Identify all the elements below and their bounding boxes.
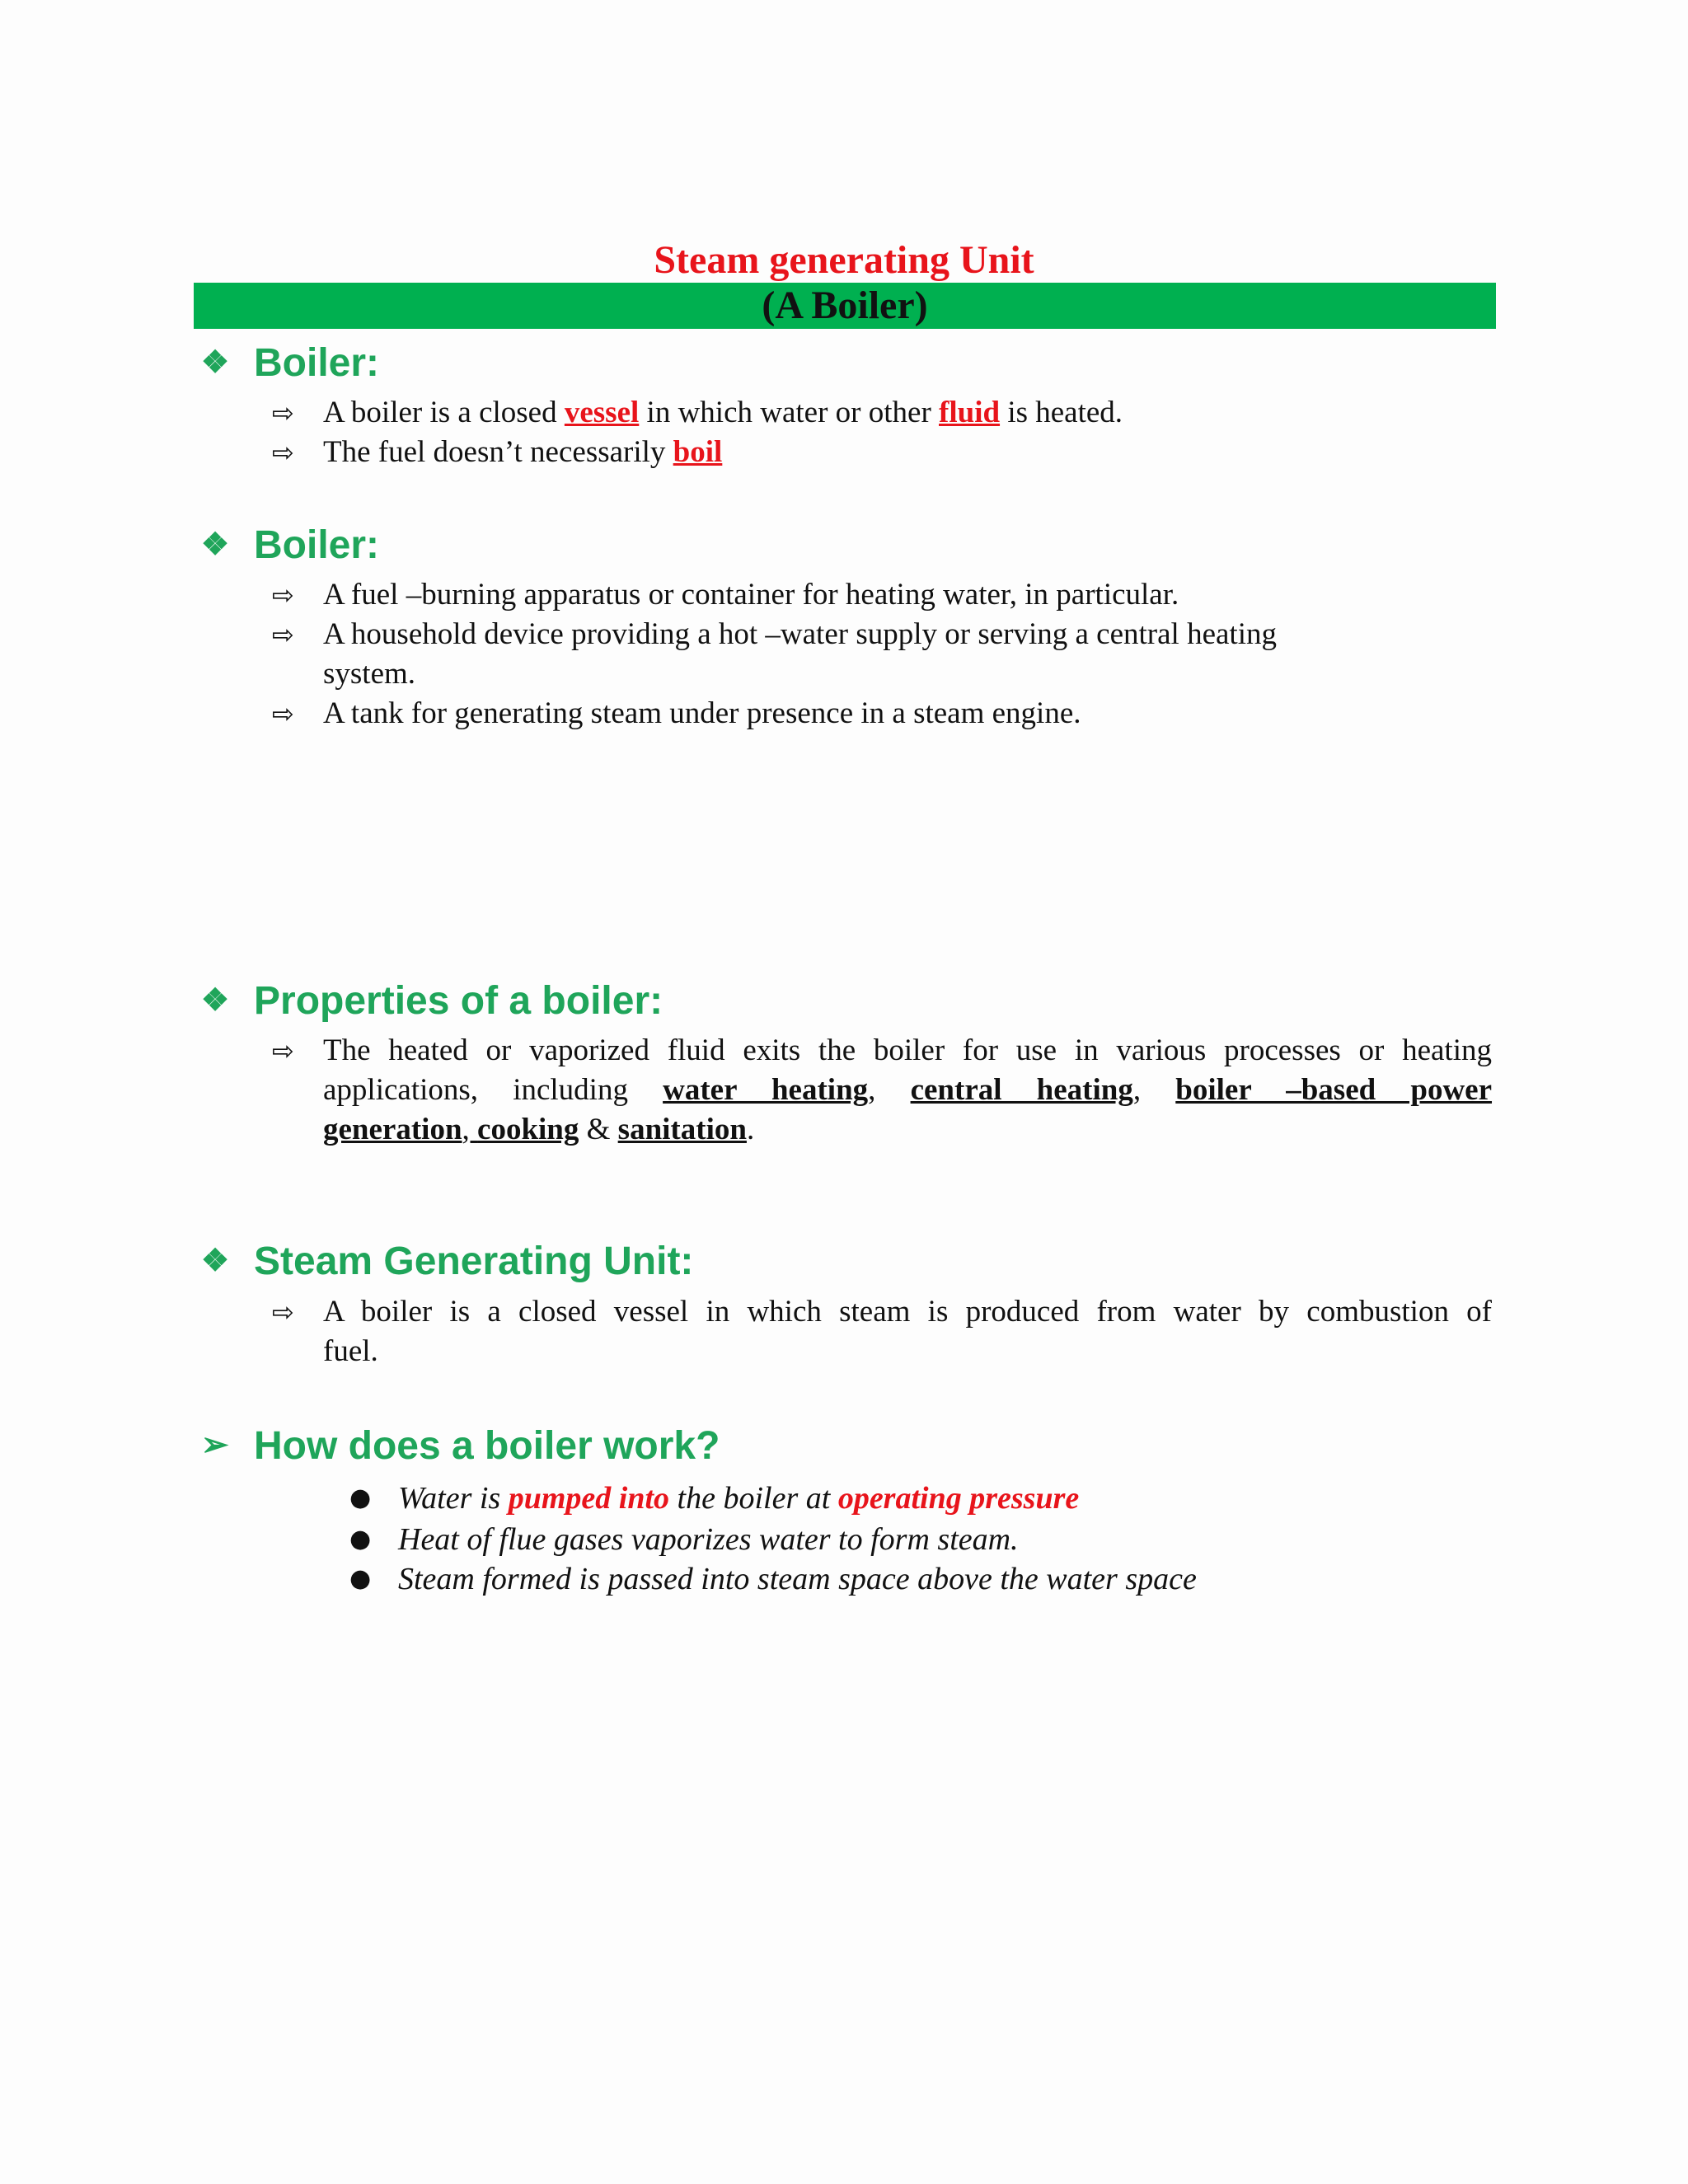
paragraph-line: A boiler is a closed vessel in which steam is produced from water by combustion of [323, 1295, 1492, 1329]
right-arrow-outline-icon: ⇨ [272, 437, 294, 468]
keyword-vessel: vessel [564, 396, 640, 429]
right-arrow-outline-icon: ⇨ [272, 579, 294, 611]
list-item: Water is pumped into the boiler at operating pressure [398, 1481, 1080, 1516]
paragraph-line: fuel. [323, 1334, 378, 1368]
page-subtitle: (A Boiler) [762, 284, 928, 327]
section-heading-boiler-1: ❖ Boiler: [201, 338, 379, 388]
filled-circle-icon: ● [349, 1525, 372, 1554]
section-heading-steam-generating-unit: ❖ Steam Generating Unit: [201, 1236, 693, 1286]
paragraph-line: applications, including water heating, central heating, boiler –based power [323, 1073, 1493, 1107]
bullet-item: A household device providing a hot –water supply or serving a central heating [323, 617, 1277, 651]
diamond-cluster-icon: ❖ [201, 983, 230, 1018]
diamond-cluster-icon: ❖ [201, 1244, 230, 1278]
keyword-sanitation: sanitation [617, 1113, 747, 1146]
filled-circle-icon: ● [349, 1483, 372, 1512]
right-arrow-outline-icon: ⇨ [272, 1035, 294, 1066]
section-heading-boiler-2: ❖ Boiler: [201, 520, 379, 570]
keyword-boil: boil [673, 435, 723, 469]
keyword-boiler-based-power: boiler –based power [1175, 1073, 1493, 1107]
keyword-cooking: cooking [477, 1113, 579, 1146]
bullet-item: A fuel –burning apparatus or container for heating water, in particular. [323, 578, 1179, 612]
right-arrow-outline-icon: ⇨ [272, 1296, 294, 1328]
list-item: Steam formed is passed into steam space above the water space [398, 1562, 1197, 1596]
right-arrow-outline-icon: ⇨ [272, 397, 294, 429]
keyword-generation: generation [323, 1113, 462, 1146]
keyword-operating-pressure: operating pressure [837, 1481, 1080, 1516]
right-arrow-outline-icon: ⇨ [272, 619, 294, 650]
keyword-fluid: fluid [939, 396, 1001, 429]
bullet-item-continuation: system. [323, 657, 416, 691]
filled-circle-icon: ● [349, 1564, 372, 1593]
page-title: Steam generating Unit [654, 238, 1034, 282]
keyword-pumped-into: pumped into [508, 1481, 670, 1516]
section-heading-properties: ❖ Properties of a boiler: [201, 976, 663, 1026]
diamond-cluster-icon: ❖ [201, 527, 230, 562]
section-heading-how-boiler-works: ➢ How does a boiler work? [201, 1420, 720, 1471]
paragraph-line: generation, cooking & sanitation. [323, 1113, 755, 1146]
bullet-item: A boiler is a closed vessel in which water or other fluid is heated. [323, 396, 1123, 429]
diamond-cluster-icon: ❖ [201, 345, 230, 380]
keyword-water-heating: water heating [663, 1073, 869, 1107]
list-item: Heat of flue gases vaporizes water to form steam. [398, 1522, 1019, 1557]
bullet-item: The fuel doesn’t necessarily boil [323, 435, 723, 469]
title-banner [194, 283, 1496, 329]
arrowhead-icon: ➢ [201, 1427, 229, 1463]
paragraph-line: The heated or vaporized fluid exits the boiler for use in various processes or heating [323, 1033, 1492, 1067]
keyword-central-heating: central heating [910, 1073, 1133, 1107]
bullet-item: A tank for generating steam under presence in a steam engine. [323, 696, 1081, 730]
right-arrow-outline-icon: ⇨ [272, 698, 294, 729]
